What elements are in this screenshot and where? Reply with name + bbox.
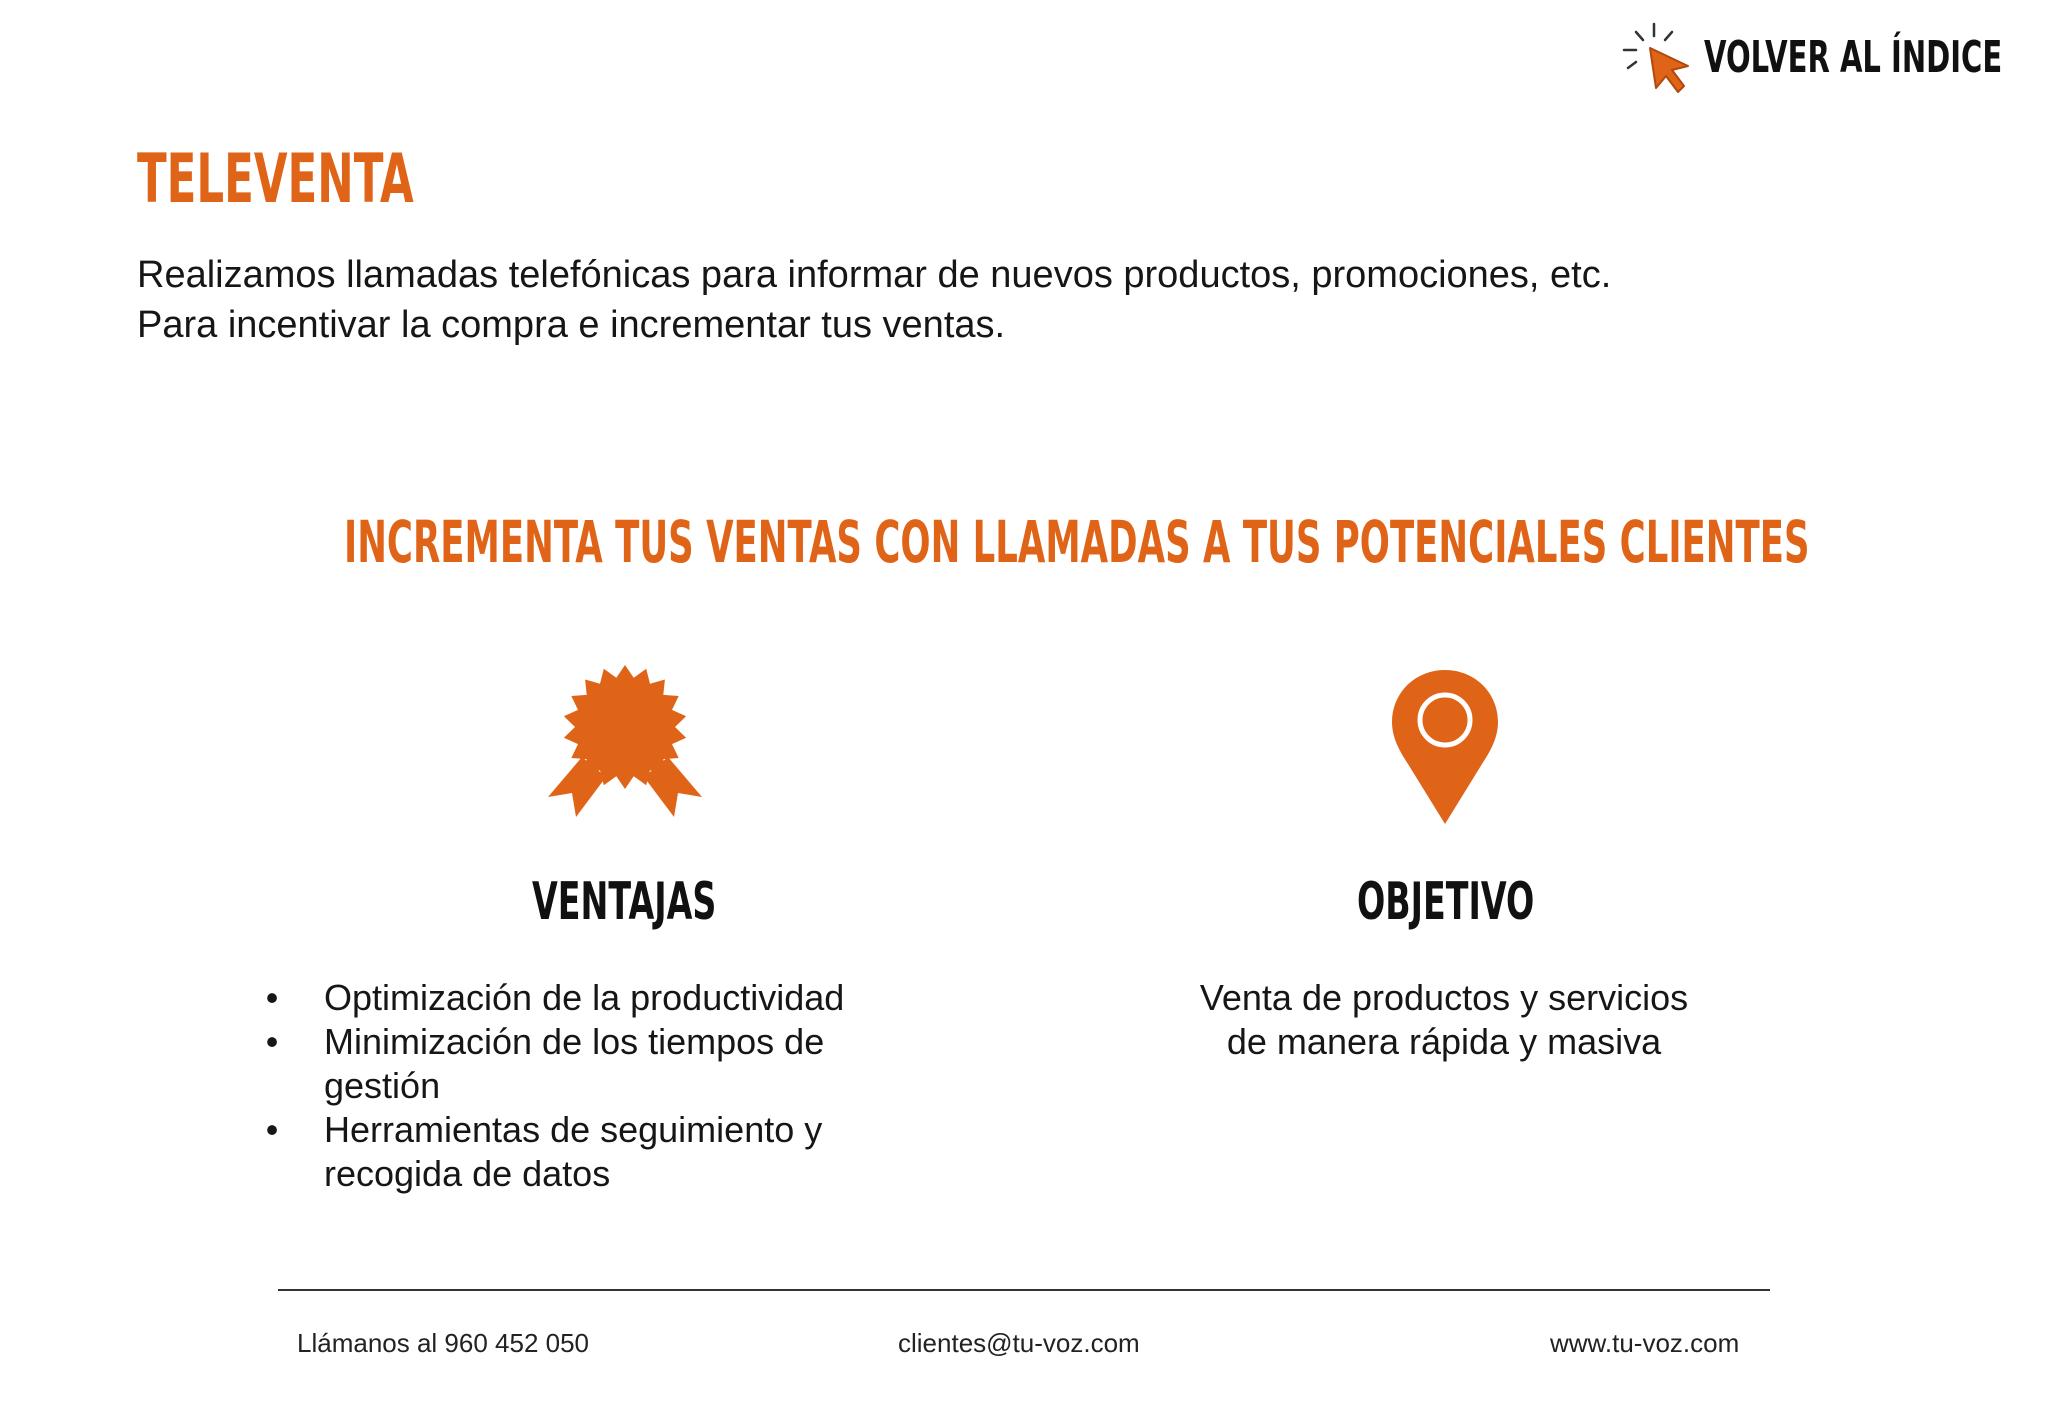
footer-website-link[interactable]: www.tu-voz.com [1550, 1328, 1740, 1358]
footer-email-link[interactable]: clientes@tu-voz.com [898, 1328, 1140, 1358]
section-heading: INCREMENTA TUS VENTAS CON LLAMADAS A TUS POTENCIALES CLIENTES [344, 508, 1810, 576]
bullet-icon: • [265, 1021, 279, 1062]
cursor-click-icon [1620, 22, 1700, 102]
location-pin-icon [1390, 668, 1500, 826]
bullet-icon: • [265, 977, 279, 1018]
objective-line-2: de manera rápida y masiva [1226, 1021, 1662, 1062]
intro-line-1: Realizamos llamadas telefónicas para informar de nuevos productos, promociones, etc. [137, 254, 1612, 296]
page-title: TELEVENTA [137, 140, 414, 219]
ventajas-title: VENTAJAS [532, 872, 717, 932]
footer-divider [278, 1289, 1770, 1291]
benefit-text: Optimización de la productividad [324, 977, 845, 1018]
objective-text [1144, 976, 1744, 1064]
back-to-index-label: VOLVER AL ÍNDICE [1704, 32, 2003, 83]
intro-line-2: Para incentivar la compra e incrementar tus ventas. [137, 304, 1006, 346]
award-badge-icon [540, 665, 710, 825]
objetivo-title: OBJETIVO [1357, 872, 1535, 932]
benefit-text: Herramientas de seguimiento y recogida de datos [324, 1109, 823, 1194]
list-item [262, 976, 962, 1020]
footer-phone: Llámanos al 960 452 050 [297, 1328, 590, 1358]
bullet-icon: • [265, 1109, 279, 1150]
intro-text [137, 250, 1937, 350]
back-to-index-link[interactable] [1620, 22, 2003, 102]
list-item [262, 1020, 944, 1108]
benefits-list [262, 976, 962, 1196]
benefit-text: Minimización de los tiempos de gestión [324, 1021, 825, 1106]
objective-line-1: Venta de productos y servicios [1199, 977, 1689, 1018]
list-item [262, 1108, 964, 1196]
